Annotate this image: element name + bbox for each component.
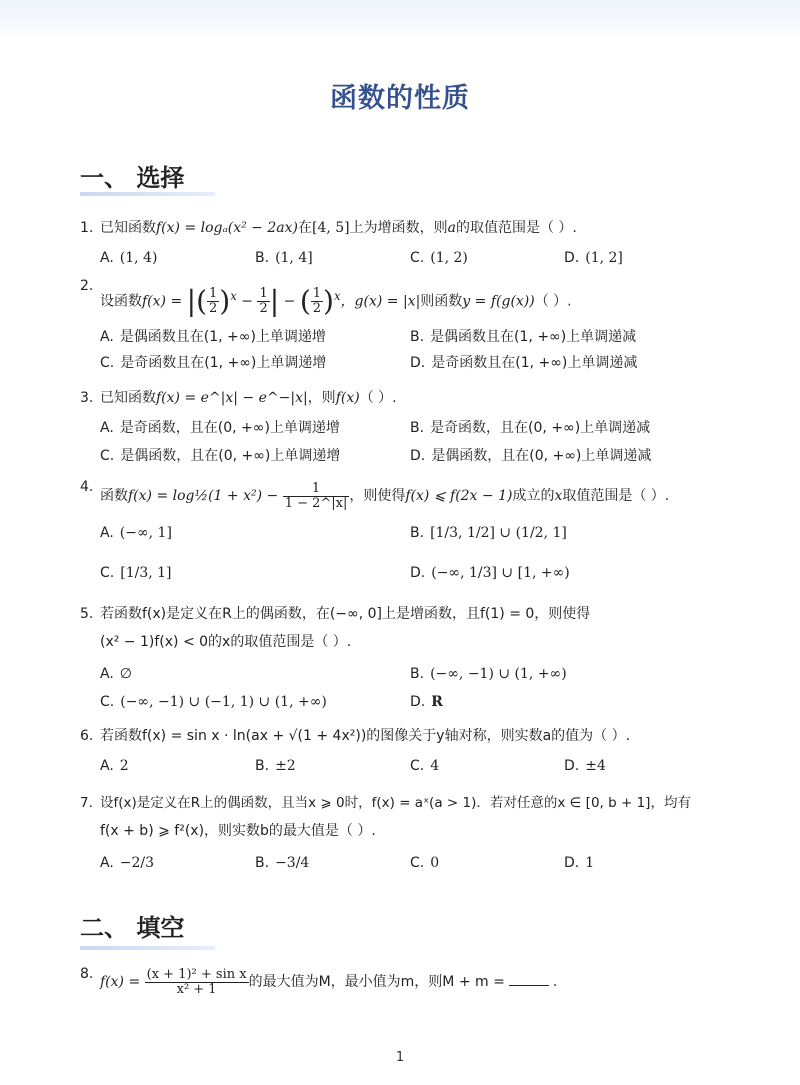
option-b[interactable] bbox=[255, 247, 313, 269]
stem-text: （ ）. bbox=[359, 390, 397, 406]
option-label: C. bbox=[410, 250, 425, 266]
question-stem bbox=[80, 725, 760, 747]
stem-text: 成立的 bbox=[512, 488, 555, 504]
stem-text: 的取值范围是（ ）. bbox=[455, 220, 577, 236]
option-d[interactable] bbox=[564, 247, 623, 269]
option-c[interactable] bbox=[410, 247, 468, 269]
options-row bbox=[80, 445, 760, 467]
option-label: C. bbox=[410, 758, 425, 774]
option-c[interactable] bbox=[100, 352, 326, 374]
option-d[interactable] bbox=[410, 445, 651, 467]
stem-math: f(x) = log½(1 + x²) − bbox=[128, 488, 279, 504]
question-stem bbox=[80, 962, 760, 1002]
option-text: (−∞, 1] bbox=[119, 525, 172, 541]
paren-close: ) bbox=[323, 284, 334, 318]
question-3 bbox=[80, 387, 760, 467]
option-text: 1 bbox=[585, 855, 595, 871]
denominator: 1 − 2^|x| bbox=[284, 495, 348, 511]
options-row bbox=[80, 663, 760, 685]
section-underline bbox=[80, 192, 215, 196]
options-row bbox=[80, 247, 760, 269]
denominator: 2 bbox=[312, 301, 322, 317]
option-label: B. bbox=[255, 855, 270, 871]
fraction bbox=[145, 968, 249, 997]
options-row bbox=[80, 352, 760, 374]
stem-math: f(x) = logₐ(x² − 2ax) bbox=[156, 220, 298, 236]
option-label: D. bbox=[410, 448, 426, 464]
option-a[interactable] bbox=[100, 755, 129, 777]
option-label: B. bbox=[255, 250, 270, 266]
option-d[interactable] bbox=[564, 852, 594, 874]
option-c[interactable] bbox=[100, 691, 327, 713]
question-5 bbox=[80, 603, 760, 713]
stem-math: − bbox=[241, 293, 253, 310]
option-text: R bbox=[431, 694, 443, 710]
stem-math: f(x) = bbox=[142, 293, 183, 310]
stem-text: （ ）. bbox=[534, 293, 572, 310]
numerator: 1 bbox=[259, 286, 268, 302]
option-b[interactable] bbox=[410, 326, 636, 348]
stem-math: f(x) bbox=[335, 390, 360, 406]
option-text: 是偶函数且在(1, +∞)上单调递增 bbox=[119, 328, 326, 345]
question-2 bbox=[80, 274, 760, 374]
denominator: 2 bbox=[209, 301, 218, 317]
fraction bbox=[311, 287, 323, 316]
stem-text: f(x + b) ⩾ f²(x)，则实数b的最大值是（ ）. bbox=[100, 823, 376, 839]
option-label: A. bbox=[100, 420, 114, 436]
option-label: D. bbox=[564, 855, 580, 871]
option-text: 是偶函数，且在(0, +∞)上单调递增 bbox=[120, 448, 341, 464]
option-label: A. bbox=[100, 855, 114, 871]
abs-bar: | bbox=[269, 284, 280, 318]
option-label: D. bbox=[410, 354, 426, 371]
question-number: 6. bbox=[80, 728, 94, 744]
option-text: 是奇函数，且在(0, +∞)上单调递减 bbox=[430, 420, 651, 436]
stem-text: ，则使得 bbox=[349, 488, 406, 504]
stem-math: ，g(x) = |x| bbox=[340, 293, 421, 310]
question-stem bbox=[80, 274, 760, 324]
stem-text: 上为增函数，则 bbox=[349, 220, 448, 236]
option-label: A. bbox=[100, 328, 114, 345]
fraction bbox=[257, 287, 269, 316]
option-b[interactable] bbox=[255, 755, 296, 777]
option-text: [1/3, 1] bbox=[120, 565, 172, 581]
paren-open: ( bbox=[299, 284, 311, 318]
option-d[interactable] bbox=[410, 691, 443, 713]
stem-text: 已知函数 bbox=[100, 220, 156, 236]
option-b[interactable] bbox=[410, 522, 567, 544]
option-b[interactable] bbox=[410, 663, 567, 685]
stem-math: f(x) = bbox=[100, 974, 141, 990]
option-text: 0 bbox=[430, 855, 440, 871]
stem-text: 若函数f(x) = sin x · ln(ax + √(1 + 4x²))的图像关于y轴对称，则实数a的值为（ ）. bbox=[100, 728, 631, 744]
question-stem bbox=[80, 476, 760, 516]
option-c[interactable] bbox=[100, 562, 172, 584]
option-text: (−∞, 1/3] ∪ [1, +∞) bbox=[431, 565, 570, 581]
stem-math: [4, 5] bbox=[311, 220, 350, 236]
question-6 bbox=[80, 725, 760, 777]
option-text: [1/3, 1/2] ∪ (1/2, 1] bbox=[430, 525, 567, 541]
question-number: 7. bbox=[80, 795, 93, 811]
question-stem bbox=[80, 603, 760, 625]
option-label: A. bbox=[100, 666, 114, 682]
question-number: 3. bbox=[80, 390, 94, 406]
question-number: 5. bbox=[80, 606, 94, 622]
question-7 bbox=[80, 792, 760, 874]
question-4 bbox=[80, 476, 760, 590]
option-text: 是偶函数且在(1, +∞)上单调递减 bbox=[430, 328, 637, 345]
option-a[interactable] bbox=[100, 522, 172, 544]
option-b[interactable] bbox=[255, 852, 309, 874]
paren-open: ( bbox=[196, 284, 208, 318]
option-a[interactable] bbox=[100, 417, 340, 439]
question-number: 2. bbox=[80, 278, 94, 294]
option-label: D. bbox=[410, 565, 426, 581]
option-text: 2 bbox=[119, 758, 129, 774]
question-number: 1. bbox=[80, 220, 94, 236]
option-text: (1, 2] bbox=[585, 250, 623, 266]
exponent: x bbox=[230, 289, 237, 303]
option-label: B. bbox=[410, 328, 425, 345]
option-label: C. bbox=[100, 565, 115, 581]
option-label: B. bbox=[410, 525, 425, 541]
option-text: 4 bbox=[430, 758, 440, 774]
option-d[interactable] bbox=[410, 352, 637, 374]
stem-text: 函数 bbox=[100, 488, 128, 504]
option-label: C. bbox=[410, 855, 425, 871]
option-text: (−∞, −1) ∪ (−1, 1) ∪ (1, +∞) bbox=[120, 694, 327, 710]
question-1 bbox=[80, 217, 760, 269]
options-row bbox=[80, 852, 760, 874]
option-label: D. bbox=[564, 250, 580, 266]
option-a[interactable] bbox=[100, 247, 157, 269]
option-text: ±4 bbox=[585, 758, 606, 774]
answer-blank[interactable] bbox=[509, 985, 549, 986]
question-stem bbox=[80, 792, 760, 814]
numerator: 1 bbox=[312, 286, 322, 302]
option-text: ∅ bbox=[119, 666, 132, 682]
option-d[interactable] bbox=[564, 755, 606, 777]
stem-text: 设函数 bbox=[100, 293, 142, 310]
exponent: x bbox=[333, 289, 341, 303]
denominator: x² + 1 bbox=[176, 981, 217, 997]
options-row bbox=[80, 520, 760, 548]
fraction bbox=[283, 482, 350, 511]
stem-text: (x² − 1)f(x) < 0的x的取值范围是（ ）. bbox=[100, 634, 352, 650]
question-number: 4. bbox=[80, 479, 94, 495]
option-c[interactable] bbox=[410, 852, 439, 874]
option-text: −2/3 bbox=[119, 855, 155, 871]
question-stem bbox=[80, 387, 760, 409]
option-a[interactable] bbox=[100, 852, 154, 874]
question-stem-line2 bbox=[80, 820, 760, 842]
abs-bar: | bbox=[186, 284, 197, 318]
options-row bbox=[80, 755, 760, 777]
fraction bbox=[207, 287, 219, 316]
option-text: ±2 bbox=[275, 758, 296, 774]
stem-text: ，则 bbox=[307, 390, 336, 406]
option-label: A. bbox=[100, 525, 114, 541]
stem-text: 已知函数 bbox=[100, 390, 156, 406]
stem-text: 则函数 bbox=[420, 293, 463, 310]
option-label: A. bbox=[100, 250, 114, 266]
stem-math: f(x) ⩽ f(2x − 1) bbox=[405, 488, 513, 504]
paren-close: ) bbox=[219, 284, 231, 318]
option-label: C. bbox=[100, 694, 115, 710]
option-b[interactable] bbox=[410, 417, 650, 439]
option-text: 是奇函数且在(1, +∞)上单调递减 bbox=[431, 354, 638, 371]
option-text: 是奇函数且在(1, +∞)上单调递增 bbox=[120, 354, 327, 371]
option-text: (1, 4) bbox=[119, 250, 158, 266]
option-a[interactable] bbox=[100, 326, 326, 348]
page-title: 函数的性质 bbox=[330, 83, 470, 114]
stem-math: f(x) = e^|x| − e^−|x| bbox=[156, 390, 308, 406]
question-stem bbox=[80, 217, 760, 239]
option-text: −3/4 bbox=[275, 855, 310, 871]
option-text: (1, 4] bbox=[275, 250, 313, 266]
option-c[interactable] bbox=[100, 445, 340, 467]
header-band bbox=[0, 0, 800, 40]
section-heading-choice: 一、 选择 bbox=[80, 164, 185, 192]
option-text: (−∞, −1) ∪ (1, +∞) bbox=[430, 666, 567, 682]
option-label: C. bbox=[100, 448, 115, 464]
stem-text: 的最大值为M，最小值为m，则M + m = bbox=[248, 974, 505, 990]
numerator: 1 bbox=[283, 482, 350, 497]
option-a[interactable] bbox=[100, 663, 132, 685]
stem-math: x bbox=[554, 488, 563, 504]
options-row bbox=[80, 562, 760, 590]
option-label: B. bbox=[255, 758, 270, 774]
option-c[interactable] bbox=[410, 755, 439, 777]
stem-math: y = f(g(x)) bbox=[462, 293, 535, 310]
option-label: D. bbox=[564, 758, 580, 774]
option-text: 是奇函数，且在(0, +∞)上单调递增 bbox=[119, 420, 340, 436]
option-label: A. bbox=[100, 758, 114, 774]
options-row bbox=[80, 417, 760, 439]
stem-text: 设f(x)是定义在R上的偶函数，且当x ⩾ 0时，f(x) = aˣ(a > 1)．若对任意的x ∈ [0, b + 1]，均有 bbox=[100, 795, 691, 811]
page-number: 1 bbox=[395, 1050, 405, 1065]
question-8 bbox=[80, 962, 760, 1002]
option-label: C. bbox=[100, 354, 115, 371]
stem-text: 若函数f(x)是定义在R上的偶函数，在(−∞, 0]上是增函数，且f(1) = 0，则使得 bbox=[100, 606, 591, 622]
stem-text: . bbox=[552, 974, 558, 990]
option-label: B. bbox=[410, 420, 425, 436]
denominator: 2 bbox=[259, 301, 268, 317]
option-text: 是偶函数，且在(0, +∞)上单调递减 bbox=[431, 448, 652, 464]
section-heading-fill: 二、 填空 bbox=[80, 914, 185, 942]
numerator: (x + 1)² + sin x bbox=[146, 966, 247, 982]
option-label: B. bbox=[410, 666, 425, 682]
section-underline bbox=[80, 946, 215, 950]
options-row bbox=[80, 691, 760, 713]
question-number: 8. bbox=[80, 966, 94, 982]
numerator: 1 bbox=[209, 286, 218, 302]
options-row bbox=[80, 326, 760, 348]
option-label: D. bbox=[410, 694, 426, 710]
question-stem-line2 bbox=[80, 631, 760, 653]
stem-text: 在 bbox=[297, 220, 312, 236]
option-d[interactable] bbox=[410, 562, 570, 584]
stem-math: a bbox=[447, 220, 456, 236]
stem-text: 取值范围是（ ）. bbox=[562, 488, 670, 504]
stem-math: − bbox=[283, 293, 296, 310]
option-text: (1, 2) bbox=[430, 250, 468, 266]
